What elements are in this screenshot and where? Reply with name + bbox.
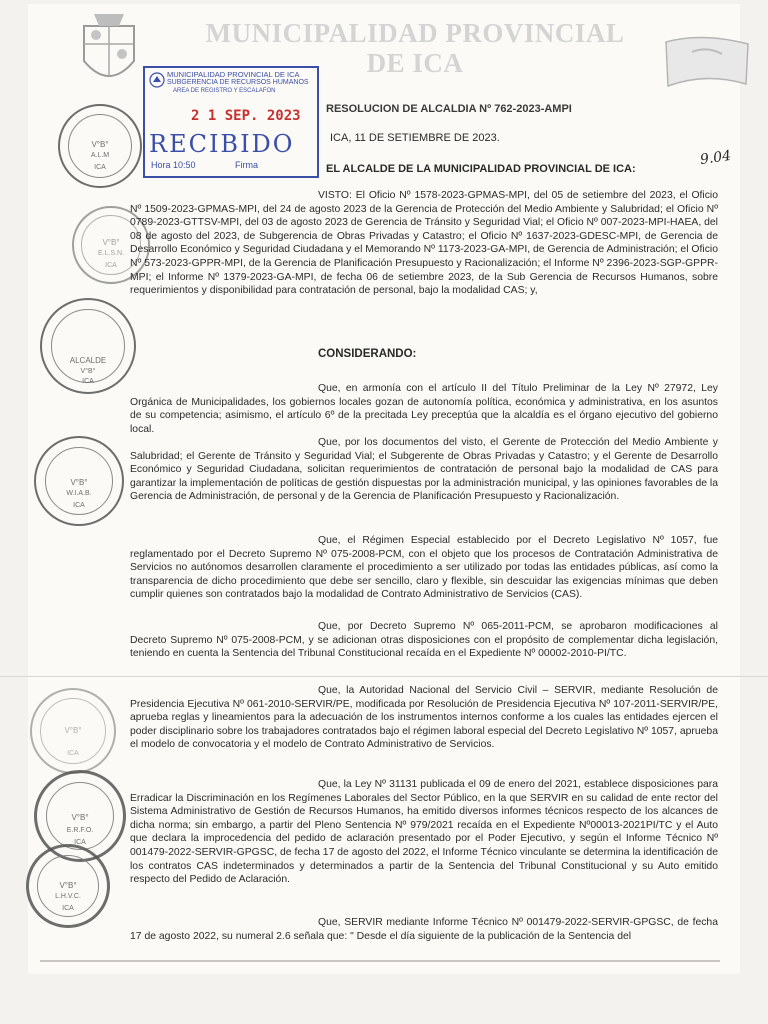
resolution-date: ICA, 11 DE SETIEMBRE DE 2023.	[330, 132, 500, 144]
seal-stamp	[30, 688, 116, 774]
stamp-line-3: AREA DE REGISTRO Y ESCALAFON	[173, 88, 276, 94]
flag-icon	[662, 32, 752, 92]
resolution-number: RESOLUCION DE ALCALDIA Nº 762-2023-AMPI	[326, 103, 572, 115]
coat-of-arms-icon	[74, 6, 144, 96]
seal-initials: E.L.S.N.	[97, 250, 125, 257]
stamp-signature-label: Firma	[235, 160, 258, 170]
stamp-logo-icon	[149, 72, 165, 88]
stamp-line-2: SUBGERENCIA DE RECURSOS HUMANOS	[167, 79, 309, 86]
seal-initials: A.L.M	[90, 152, 110, 159]
seal-city: ICA	[67, 750, 79, 757]
stamp-date: 2 1 SEP. 2023	[191, 108, 301, 124]
paper-crease	[0, 676, 768, 677]
seal-initials: V°B°	[80, 368, 96, 375]
considerando-heading: CONSIDERANDO:	[318, 348, 417, 360]
seal-city: ICA	[82, 378, 94, 385]
institution-title: MUNICIPALIDAD PROVINCIAL DE ICA	[205, 18, 625, 78]
seal-vb: V°B°	[70, 478, 88, 487]
seal-vb: V°B°	[91, 140, 109, 149]
considerando-paragraph: Que, la Ley Nº 31131 publicada el 09 de enero del 2021, establece disposiciones para Erradicar la Discriminación en los Regímenes Laborales del Sector Público, en la que SERVIR en su calidad de ente rector del Sistema Administrativo de Gestión de Recursos Humanos, ha emitido diversos informes técnicos respecto de los alcances de dicha norma; sin embargo, a partir del Pleno Sentencia Nº 979/2021 recaída en el Expediente Nº00013-2021PI/TC y el Auto que declara la improcedencia del pedido de aclaración presentado por el Poder Ejecutivo, y según el Informe Técnico Nº 001479-2022-SERVIR-GPGSC, de fecha 17 de agosto del 2022, el Informe Técnico vinculante se determina la identificación de los contratos CAS indeterminados y determinados a partir de la Sentencia del Tribunal Constitucional y su Auto emitido respecto del Pedido de Aclaración.	[130, 779, 718, 886]
seal-initials: E.R.F.O.	[66, 827, 94, 834]
visto-paragraph: VISTO: El Oficio Nº 1578-2023-GPMAS-MPI, del 05 de setiembre del 2023, el Oficio Nº 1509-2023-GPMAS-MPI, del 24 de agosto 2023 de la Gerencia de Protección del Medio Ambiente y Salubridad; el Oficio Nº 0789-2023-GTTSV-MPI, del 03 de agosto 2023 de Gerencia de Tránsito y Seguridad Vial; el Oficio Nº 007-2023-MPI-HAEA, del 08 de agosto del 2023, de Subgerencia de Obras Privadas y Catastro; el Oficio Nº 1637-2023-GDESC-MPI, de Gerencia de Desarrollo Económico y Seguridad Ciudadana y el Memorando Nº 1173-2023-GA-MPI, de Gerencia de Administración; el Oficio Nº 573-2023-GPPR-MPI, de la Gerencia de Planificación Presupuesto y Racionalización; el Informe Nº 2396-2023-SGP-GPPR-MPI; el Informe Nº 1379-2023-GA-MPI, de fecha 06 de setiembre 2023, de la Sub Gerencia de Recursos Humanos, sobre requerimientos y disponibilidad para contratación de personal, bajo la modalidad CAS; y,	[130, 190, 718, 297]
seal-city: ICA	[105, 262, 117, 269]
considerando-paragraph: Que, SERVIR mediante Informe Técnico Nº 001479-2022-SERVIR-GPGSC, de fecha 17 de agosto 2022, su numeral 2.6 señala que: " Desde el día siguiente de la publicación de la Sentencia del	[130, 917, 718, 942]
seal-stamp	[40, 298, 136, 394]
authority-line: EL ALCALDE DE LA MUNICIPALIDAD PROVINCIAL DE ICA:	[326, 163, 636, 175]
stamp-received: RECIBIDO	[149, 130, 295, 158]
considerando-paragraph: Que, el Régimen Especial establecido por el Decreto Legislativo Nº 1057, fue reglamentado por el Decreto Supremo Nº 075-2008-PCM, con el objeto que los procesos de Contratación Administrativa de Servicios no autónomos desarrollen claramente el procedimiento a ser utilizado por todas las entidades públicas, así como la transparencia de dicho procedimiento que debe ser sencillo, claro y flexible, sin descuidar las exigencias mínimas que deben cumplir quienes son contratados bajo la modalidad de Contrato Administrativo de Servicios (CAS).	[130, 535, 718, 601]
stamp-line-1: MUNICIPALIDAD PROVINCIAL DE ICA	[167, 70, 300, 79]
seal-stamp	[34, 436, 124, 526]
seal-initials: W.I.A.B.	[66, 490, 92, 497]
seal-vb: V°B°	[59, 881, 77, 890]
seal-city: ICA	[73, 502, 85, 509]
seal-stamp	[58, 104, 142, 188]
seal-initials: L.H.V.C.	[55, 893, 81, 900]
received-stamp	[143, 66, 319, 178]
seal-city: ICA	[74, 839, 86, 846]
considerando-paragraph: Que, por Decreto Supremo Nº 065-2011-PCM, se aprobaron modificaciones al Decreto Supremo Nº 075-2008-PCM, y se adicionan otras disposiciones con el propósito de complementar dicha legislación, teniendo en cuenta la Sentencia del Tribunal Constitucional recaída en el Expediente Nº 00002-2010-PI/TC.	[130, 621, 718, 660]
seal-vb: V°B°	[64, 726, 82, 735]
seal-vb: ALCALDE	[69, 356, 107, 365]
stamp-hour: Hora 10:50	[151, 160, 196, 170]
considerando-paragraph: Que, la Autoridad Nacional del Servicio Civil – SERVIR, mediante Resolución de Presidencia Ejecutiva Nº 061-2010-SERVIR/PE, modificada por Resolución de Presidencia Ejecutiva Nº 107-2011-SERVIR/PE, aprueba reglas y lineamientos para la adecuación de los instrumentos internos conforme a los cuales las entidades ejercen el poder disciplinario sobre los trabajadores contratados bajo el régimen laboral especial del Decreto Legislativo Nº 1057, aprueba el modelo de convocatoria y el modelo de Contrato Administrativo de Servicios.	[130, 685, 718, 751]
considerando-paragraph: Que, por los documentos del visto, el Gerente de Protección del Medio Ambiente y Salubridad; el Gerente de Tránsito y Seguridad Vial; el Subgerente de Obras Privadas y Catastro; y el Gerente de Desarrollo Económico y Seguridad Ciudadana, solicitan requerimientos de contratación de personal bajo la modalidad de CAS para garantizar la implementación de políticas de gestión dispuestas por la administración municipal, y las opiniones favorables de la Gerencia de Administración, de personal y de la Gerencia de Planificación Presupuesto y Racionalización.	[130, 437, 718, 503]
considerando-paragraph: Que, en armonía con el artículo II del Título Preliminar de la Ley Nº 27972, Ley Orgánica de Municipalidades, los gobiernos locales gozan de autonomía política, económica y administrativa, en los asuntos de su competencia; asimismo, el artículo 6º de la precitada Ley preceptúa que la alcaldía es el órgano ejecutivo del gobierno local.	[130, 383, 718, 435]
seal-vb: V°B°	[102, 238, 120, 247]
page-bottom-edge	[40, 960, 720, 962]
handwritten-note: 9.04	[699, 147, 733, 169]
seal-city: ICA	[62, 905, 74, 912]
seal-stamp	[26, 844, 110, 928]
seal-city: ICA	[94, 164, 106, 171]
seal-vb: V°B°	[71, 813, 89, 822]
